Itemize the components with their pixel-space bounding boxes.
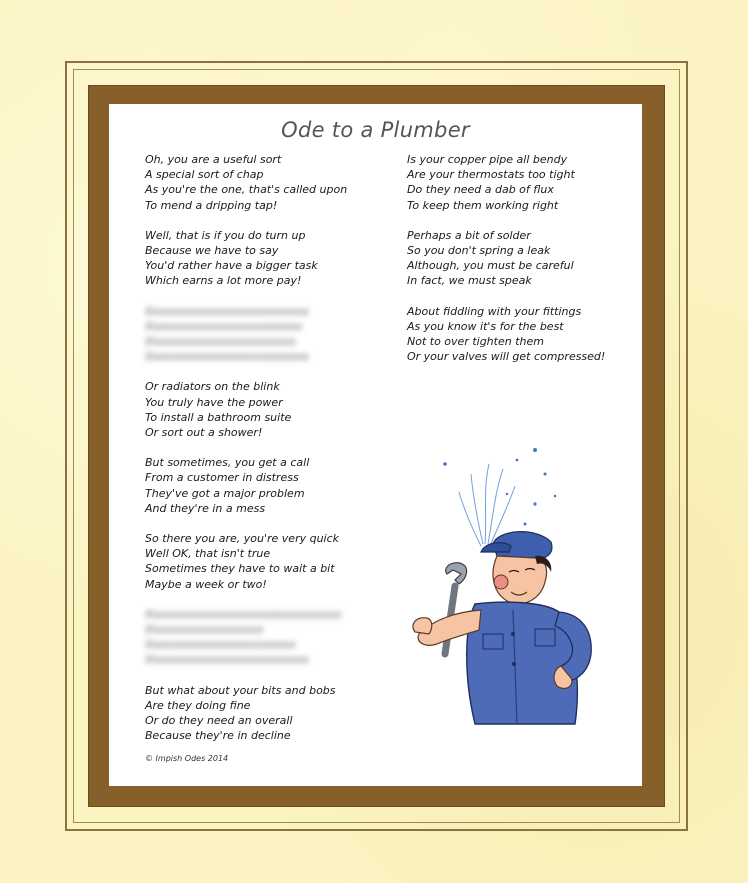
poem-line: Xxxxxxxxxxxxxxxxxxxxxxx (145, 335, 296, 349)
blurred-stanza (145, 607, 385, 668)
poem-line: Do they need a dab of flux (407, 183, 554, 197)
poem-line: Are your thermostats too tight (407, 168, 575, 182)
poem-line: Xxxxxxxxxxxxxxxxxxxxxxxxxxxxxx (145, 607, 342, 621)
poem-line: And they're in a mess (145, 501, 266, 515)
plumber-cap (481, 532, 552, 559)
water-drops (443, 448, 556, 526)
poem-line: Or do they need an overall (145, 714, 293, 728)
poem-line: Maybe a week or two! (145, 577, 267, 591)
poem-line: Or radiators on the blink (145, 380, 280, 394)
poem-line: Xxxxxxxxxxxxxxxxxxxxxxxxx (145, 350, 309, 364)
poem-line: A special sort of chap (145, 168, 264, 182)
poem-stanza (145, 683, 385, 744)
poem-line: As you're the one, that's called upon (145, 183, 348, 197)
poem-sheet (109, 104, 642, 786)
poem-stanza (145, 379, 385, 440)
poem-line: So you don't spring a leak (407, 244, 551, 258)
poem-line: As you know it's for the best (407, 319, 564, 333)
poem-line: But what about your bits and bobs (145, 683, 336, 697)
poem-line: Although, you must be careful (407, 259, 574, 273)
plumber-illustration (385, 434, 595, 734)
poem-line: But sometimes, you get a call (145, 456, 310, 470)
poem-line: Xxxxxxxxxxxxxxxxxxxxxxx (145, 638, 296, 652)
poem-stanza (407, 152, 637, 213)
poem-line: Which earns a lot more pay! (145, 274, 302, 288)
poem-line: Xxxxxxxxxxxxxxxxxxxxxxxxx (145, 304, 309, 318)
poem-line: To mend a dripping tap! (145, 198, 278, 212)
poem-line: Not to over tighten them (407, 335, 544, 349)
poem-line: You truly have the power (145, 395, 283, 409)
poem-line: Xxxxxxxxxxxxxxxxxx (145, 623, 264, 637)
copyright-notice: © Impish Odes 2014 (145, 754, 229, 763)
left-column (145, 152, 385, 759)
poem-title: Ode to a Plumber (281, 118, 470, 142)
poem-line: Or your valves will get compressed! (407, 350, 606, 364)
poem-line: Because we have to say (145, 244, 279, 258)
poem-line: From a customer in distress (145, 471, 299, 485)
poem-line: To keep them working right (407, 198, 559, 212)
poem-stanza (145, 531, 385, 592)
blurred-stanza (145, 304, 385, 365)
poem-line: Xxxxxxxxxxxxxxxxxxxxxxxx (145, 319, 303, 333)
poem-line: You'd rather have a bigger task (145, 259, 318, 273)
poem-line: Perhaps a bit of solder (407, 228, 531, 242)
poem-line: About fiddling with your fittings (407, 304, 582, 318)
poem-line: Is your copper pipe all bendy (407, 153, 568, 166)
poem-line: They've got a major problem (145, 486, 305, 500)
poem-stanza (145, 152, 385, 213)
poem-line: Well OK, that isn't true (145, 547, 271, 561)
poem-line: Sometimes they have to wait a bit (145, 562, 335, 576)
right-column (407, 152, 637, 379)
poem-stanza (145, 228, 385, 289)
poem-stanza (145, 455, 385, 516)
poem-line: So there you are, you're very quick (145, 532, 340, 546)
poem-line: Because they're in decline (145, 729, 291, 743)
plumber-face (493, 556, 551, 604)
poem-line: In fact, we must speak (407, 274, 532, 288)
poem-line: Are they doing fine (145, 698, 251, 712)
poem-line: To install a bathroom suite (145, 410, 292, 424)
poem-stanza (407, 304, 637, 365)
poem-line: Well, that is if you do turn up (145, 228, 306, 242)
poem-stanza (407, 228, 637, 289)
poem-line: Oh, you are a useful sort (145, 153, 282, 166)
poem-line: Xxxxxxxxxxxxxxxxxxxxxxxxx (145, 653, 309, 667)
poem-line: Or sort out a shower! (145, 426, 263, 440)
